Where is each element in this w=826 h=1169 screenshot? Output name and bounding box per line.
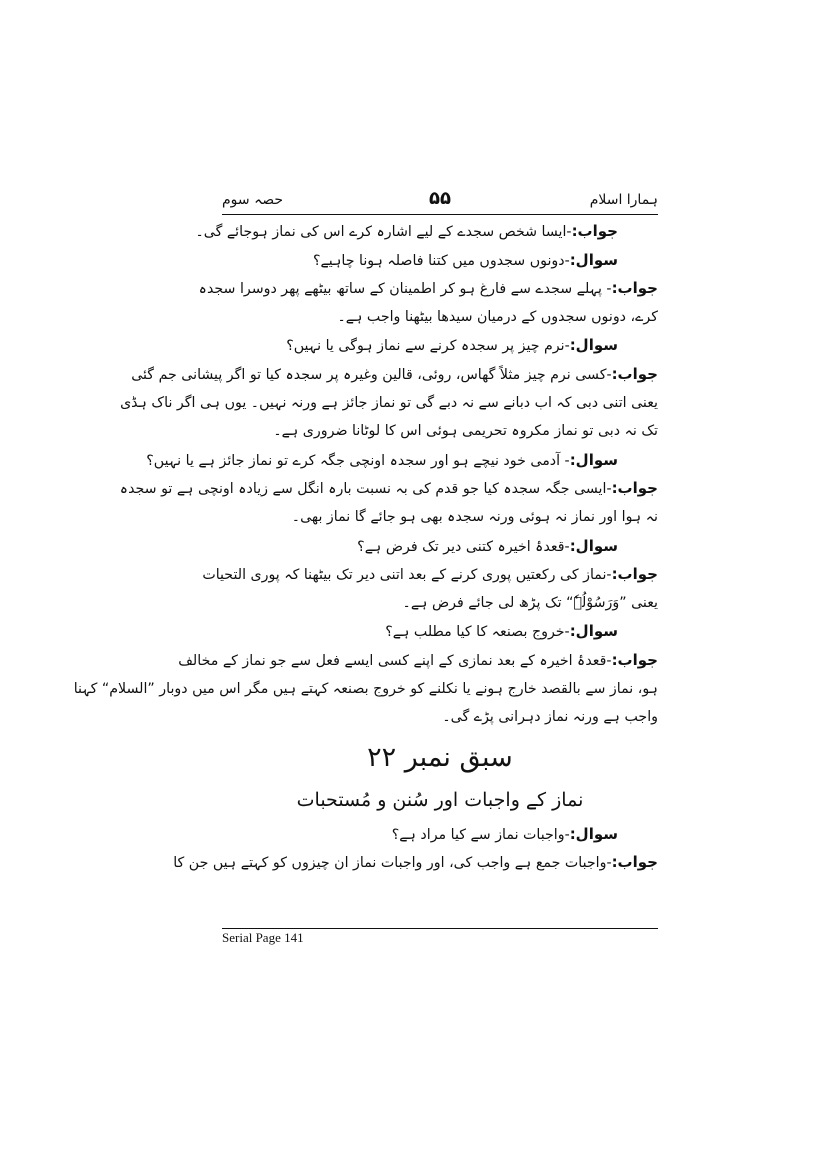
lesson-subtitle: نماز کے واجبات اور سُنن و مُستحبات — [296, 788, 584, 811]
continuation-text: نہ ہوا اور نماز نہ ہوئی ورنہ سجدہ بھی ہو جائے گا نماز بھی۔ — [291, 508, 658, 525]
question-line — [146, 446, 658, 475]
lesson-title: سبق نمبر ۲۲ — [367, 741, 513, 773]
question-line — [222, 331, 658, 360]
answer-text: -ایسا شخص سجدے کے لیے اشارہ کرے اس کی نماز ہوجائے گی۔ — [195, 224, 572, 240]
serial-page: Serial Page 141 — [222, 930, 304, 945]
page-number: ۵۵ — [429, 188, 451, 209]
answer-line — [198, 274, 658, 303]
answer-line — [173, 848, 658, 877]
text-line — [120, 389, 658, 418]
answer-label: جواب: — [611, 364, 658, 383]
answer-line — [119, 474, 658, 503]
question-text: -خروج بصنعہ کا کیا مطلب ہے؟ — [385, 624, 570, 641]
question-label: سوال: — [569, 536, 618, 555]
question-text: - آدمی خود نیچے ہو اور سجدہ اونچی جگہ کرے تو نماز جائز ہے یا نہیں؟ — [146, 452, 570, 469]
answer-line — [202, 560, 658, 589]
answer-line — [131, 360, 658, 389]
page-body — [73, 217, 658, 877]
continuation-text: کرے، دونوں سجدوں کے درمیان سیدھا بیٹھنا واجب ہے۔ — [337, 308, 658, 325]
question-label: سوال: — [569, 336, 618, 355]
page-header — [222, 188, 658, 215]
answer-line — [178, 646, 658, 675]
answer-text: -کسی نرم چیز مثلاً گھاس، روئی، قالین وغیرہ پر سجدہ کیا تو اگر پیشانی جم گئی — [131, 366, 612, 383]
answer-text: -ایسی جگہ سجدہ کیا جو قدم کی بہ نسبت بارہ انگل سے زیادہ اونچی ہے تو سجدہ — [119, 481, 612, 498]
book-title: ہمارا اسلام — [589, 192, 658, 208]
question-line — [222, 617, 658, 646]
answer-text: -نماز کی رکعتیں پوری کرنے کے بعد اتنی دیر تک بیٹھنا کہ پوری التحیات — [202, 567, 612, 584]
continuation-text: تک نہ دبی تو نماز مکروہ تحریمی ہوئی اس کا لوٹانا ضروری ہے۔ — [273, 423, 658, 440]
answer-text: -قعدۂ اخیرہ کے بعد نمازی کے اپنے کسی ایسے فعل سے جو نماز کے مخالف — [178, 652, 612, 669]
continuation-text: واجب ہے ورنہ نماز دہرانی پڑے گی۔ — [442, 709, 658, 726]
answer-label: جواب: — [611, 279, 658, 298]
question-label: سوال: — [569, 450, 618, 469]
text-line — [222, 503, 658, 532]
answer-text: - پہلے سجدے سے فارغ ہو کر اطمینان کے ساتھ بیٹھے پھر دوسرا سجدہ — [198, 281, 612, 298]
continuation-text: ہو، نماز سے بالقصد خارج ہونے یا نکلنے کو خروج بصنعہ کہتے ہیں مگر اس میں دوبار ”السلام“ کہنا — [73, 680, 658, 697]
question-text: -واجبات نماز سے کیا مراد ہے؟ — [391, 826, 570, 843]
book-page — [73, 188, 658, 877]
answer-label: جواب: — [611, 853, 658, 872]
question-label: سوال: — [569, 824, 618, 843]
text-line — [222, 703, 658, 732]
answer-label: جواب: — [611, 565, 658, 584]
answer-label: جواب: — [571, 222, 618, 240]
text-line — [73, 675, 658, 704]
answer-label: جواب: — [611, 479, 658, 498]
text-line — [222, 417, 658, 446]
continuation-text: یعنی ”وَرَسُوْلُہٗ“ تک پڑھ لی جائے فرض ہے۔ — [402, 594, 658, 611]
question-line — [222, 246, 658, 275]
part-label: حصہ سوم — [222, 192, 284, 208]
question-text: -دونوں سجدوں میں کتنا فاصلہ ہونا چاہیے؟ — [312, 252, 570, 269]
question-text: -نرم چیز پر سجدہ کرنے سے نماز ہوگی یا نہیں؟ — [286, 338, 570, 355]
question-label: سوال: — [569, 250, 618, 269]
question-line — [222, 532, 658, 561]
continuation-text: یعنی اتنی دبی کہ اب دبانے سے نہ دبے گی تو نماز جائز ہے ورنہ نہیں۔ یوں ہی اگر ناک ہڈی — [120, 394, 658, 411]
text-line — [222, 303, 658, 332]
answer-line — [195, 217, 658, 246]
answer-label: جواب: — [611, 650, 658, 669]
text-line — [222, 589, 658, 618]
question-line — [222, 820, 658, 849]
footer-divider — [222, 928, 658, 929]
question-text: -قعدۂ اخیرہ کتنی دیر تک فرض ہے؟ — [357, 538, 570, 555]
question-label: سوال: — [569, 622, 618, 641]
answer-text: -واجبات جمع ہے واجب کی، اور واجبات نماز ان چیزوں کو کہتے ہیں جن کا — [173, 855, 612, 872]
